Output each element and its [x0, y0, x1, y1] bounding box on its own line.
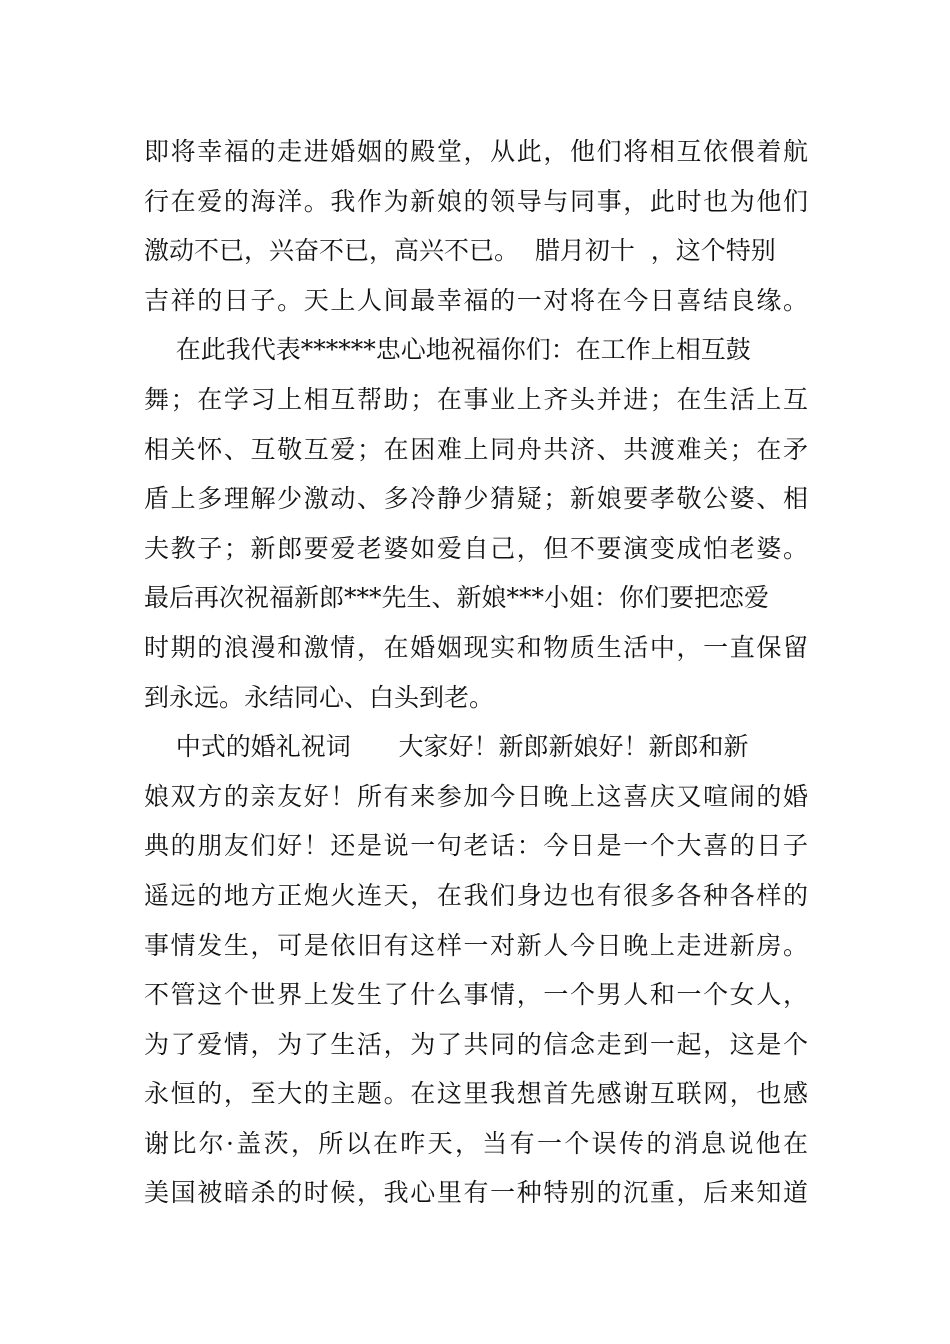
text-line: 美国被暗杀的时候，我心里有一种特别的沉重，后来知道	[144, 1178, 808, 1208]
text-line: 永恒的，至大的主题。在这里我想首先感谢互联网，也感	[144, 1079, 808, 1109]
text-line: 为了爱情，为了生活，为了共同的信念走到一起，这是个	[144, 1029, 808, 1059]
text-line: 即将幸福的走进婚姻的殿堂，从此，他们将相互依偎着航	[144, 137, 808, 166]
text-line: 中式的婚礼祝词 大家好！新郎新娘好！新郎和新	[144, 732, 749, 762]
document-body	[144, 127, 808, 1218]
text-line: 最后再次祝福新郎***先生、新娘***小姐：你们要把恋爱	[144, 583, 770, 613]
text-line: 行在爱的海洋。我作为新娘的领导与同事，此时也为他们	[144, 186, 808, 216]
text-line: 事情发生，可是依旧有这样一对新人今日晚上走进新房。	[144, 930, 808, 960]
text-line: 盾上多理解少激动、多冷静少猜疑；新娘要孝敬公婆、相	[144, 484, 808, 514]
text-line: 典的朋友们好！还是说一句老话：今日是一个大喜的日子	[144, 831, 808, 861]
text-line: 激动不已，兴奋不已，高兴不已。 腊月初十 ，这个特别	[144, 236, 776, 266]
text-line: 娘双方的亲友好！所有来参加今日晚上这喜庆又喧闹的婚	[144, 781, 808, 811]
text-line: 夫教子；新郎要爱老婆如爱自己，但不要演变成怕老婆。	[144, 533, 808, 563]
text-line: 时期的浪漫和激情，在婚姻现实和物质生活中，一直保留	[144, 632, 808, 662]
text-line: 在此我代表******忠心地祝福你们：在工作上相互鼓	[144, 335, 751, 365]
text-line: 吉祥的日子。天上人间最幸福的一对将在今日喜结良缘。	[144, 285, 808, 315]
text-line: 相关怀、互敬互爱；在困难上同舟共济、共渡难关；在矛	[144, 434, 808, 464]
text-line: 舞；在学习上相互帮助；在事业上齐头并进；在生活上互	[144, 384, 808, 414]
text-line: 到永远。永结同心、白头到老。	[144, 682, 495, 712]
text-line: 谢比尔·盖茨，所以在昨天，当有一个误传的消息说他在	[144, 1128, 808, 1158]
text-line: 不管这个世界上发生了什么事情，一个男人和一个女人，	[144, 980, 808, 1010]
text-line: 遥远的地方正炮火连天，在我们身边也有很多各种各样的	[144, 880, 808, 910]
